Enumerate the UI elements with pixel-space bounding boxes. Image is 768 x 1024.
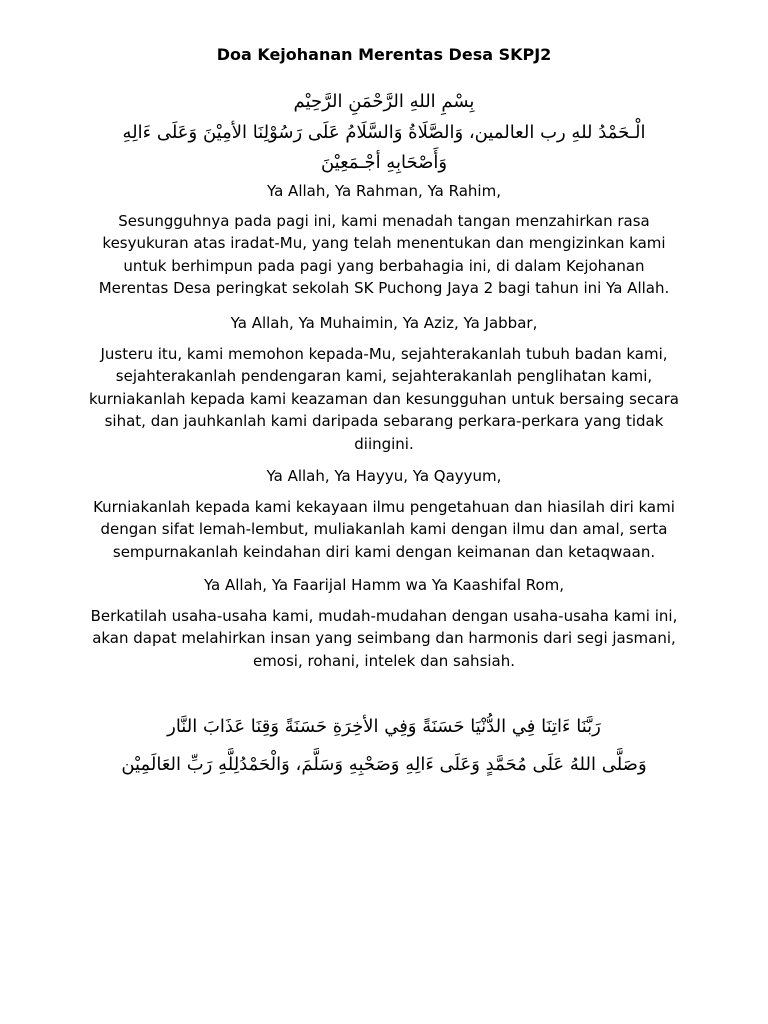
paragraph-knowledge: Kurniakanlah kepada kami kekayaan ilmu pengetahuan dan hiasilah diri kami dengan sifat lemah-lembut, muliakanlah kami dengan ilmu dan amal, serta sempurnakanlah keindahan diri kami dengan keimanan dan ketaqwaan. [93,498,675,561]
invocation-faarijal-hamm: Ya Allah, Ya Faarijal Hamm wa Ya Kaashifal Rom, [203,576,565,594]
invocation-muhaimin-aziz-jabbar: Ya Allah, Ya Muhaimin, Ya Aziz, Ya Jabbar, [230,314,538,332]
arabic-hamdalah: الْـحَمْدُ للهِ رب العالمين، وَالصَّلَاةُ وَالسَّلَامُ عَلَى رَسُوْلِنَا الأمِيْنَ وَعَلَى ءَالِهِ وَأَصْحَابِهِ أجْـمَعِيْنَ [122,122,646,173]
arabic-bismillah: بِسْمِ اللهِ الرَّحْمَنِ الرَّحِيْم [293,91,475,112]
paragraph-blessing: Berkatilah usaha-usaha kami, mudah-mudahan dengan usaha-usaha kami ini, akan dapat melahirkan insan yang seimbang dan harmonis dari segi jasmani, emosi, rohani, intelek dan sahsiah. [90,607,678,670]
arabic-salawat: وَصَلَّى اللهُ عَلَى مُحَمَّدٍ وَعَلَى ءَالِهِ وَصَحْبِهِ وَسَلَّمَ، وَالْحَمْدُلِلَّهِ رَبِّ العَالَمِيْن [121,754,647,775]
invocation-hayyu-qayyum: Ya Allah, Ya Hayyu, Ya Qayyum, [266,467,502,485]
arabic-rabbana: رَبَّنَا ءَاتِنَا فِي الدُّنْيَا حَسَنَةً وَفِي الأخِرَةِ حَسَنَةً وَقِنَا عَذَابَ النَّار [167,716,601,737]
document-title: Doa Kejohanan Merentas Desa SKPJ2 [216,45,552,64]
paragraph-gratitude: Sesungguhnya pada pagi ini, kami menadah tangan menzahirkan rasa kesyukuran atas iradat-Mu, yang telah menentukan dan mengizinkan kami untuk berhimpun pada pagi yang berbahagia ini, di dalam Kejohanan Merentas Desa peringkat sekolah SK Puchong Jaya 2 bagi tahun ini Ya Allah. [98,212,670,298]
paragraph-wellbeing: Justeru itu, kami memohon kepada-Mu, sejahterakanlah tubuh badan kami, sejahterakanlah pendengaran kami, sejahterakanlah penglihatan kami, kurniakanlah kepada kami keazaman dan kesungguhan untuk bersaing secara sihat, dan jauhkanlah kami daripada sebarang perkara-perkara yang tidak diingini. [88,345,680,453]
invocation-rahman-rahim: Ya Allah, Ya Rahman, Ya Rahim, [267,182,501,200]
